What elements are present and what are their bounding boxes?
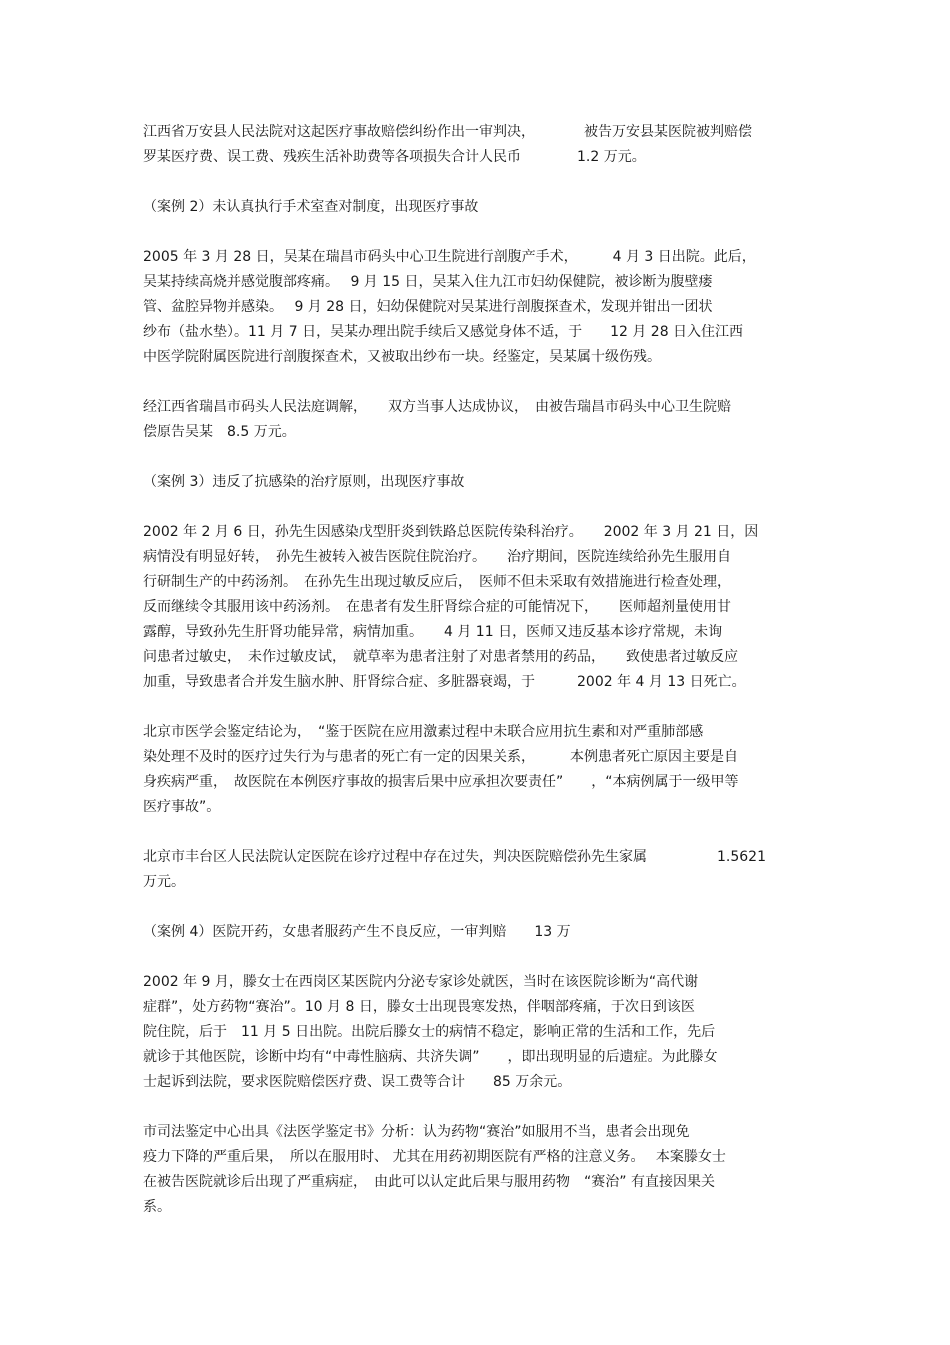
text-line: 吴某持续高烧并感觉腹部疼痛。 9 月 15 日，吴某入住九江市妇幼保健院，被诊断为腹壁瘘 bbox=[143, 274, 713, 290]
text-line: 染处理不及时的医疗过失行为与患者的死亡有一定的因果关系， 本例患者死亡原因主要是自 bbox=[143, 749, 738, 765]
text-line: 疫力下降的严重后果， 所以在服用时、 尤其在用药初期医院有严格的注意义务。 本案滕女士 bbox=[143, 1149, 726, 1165]
text-line: 万元。 bbox=[143, 874, 185, 890]
paragraph-case-4-appraisal bbox=[143, 1120, 813, 1220]
text-line: 纱布（盐水垫）。11 月 7 日，吴某办理出院手续后又感觉身体不适，于 12 月 28 日入住江西 bbox=[143, 324, 744, 340]
text-line: 露醇，导致孙先生肝肾功能异常，病情加重。 4 月 11 日，医师又违反基本诊疗常规，未询 bbox=[143, 624, 723, 640]
text-line: 病情没有明显好转， 孙先生被转入被告医院住院治疗。 治疗期间，医院连续给孙先生服用自 bbox=[143, 549, 731, 565]
text-line: 江西省万安县人民法院对这起医疗事故赔偿纠纷作出一审判决， 被告万安县某医院被判赔偿 bbox=[143, 124, 752, 140]
text-line: （案例 2）未认真执行手术室查对制度，出现医疗事故 bbox=[143, 199, 479, 215]
text-line: 行研制生产的中药汤剂。 在孙先生出现过敏反应后， 医师不但未采取有效措施进行检查处理， bbox=[143, 574, 731, 590]
case-2-heading bbox=[143, 195, 813, 220]
text-line: 医疗事故”。 bbox=[143, 799, 221, 815]
text-line: 2002 年 2 月 6 日，孙先生因感染戊型肝炎到铁路总医院传染科治疗。 2002 年 3 月 21 日，因 bbox=[143, 524, 759, 540]
text-line: 偿原告吴某 8.5 万元。 bbox=[143, 424, 296, 440]
text-line: 市司法鉴定中心出具《法医学鉴定书》分析：认为药物“赛治”如服用不当，患者会出现免 bbox=[143, 1124, 690, 1140]
paragraph-case-3-ruling bbox=[143, 845, 813, 895]
text-line: 2002 年 9 月，滕女士在西岗区某医院内分泌专家诊处就医，当时在该医院诊断为“高代谢 bbox=[143, 974, 699, 990]
text-line: 院住院，后于 11 月 5 日出院。出院后滕女士的病情不稳定，影响正常的生活和工作，先后 bbox=[143, 1024, 716, 1040]
text-line: 经江西省瑞昌市码头人民法庭调解， 双方当事人达成协议， 由被告瑞昌市码头中心卫生院赔 bbox=[143, 399, 731, 415]
text-line: （案例 4）医院开药，女患者服药产生不良反应，一审判赔 13 万 bbox=[143, 924, 571, 940]
text-line: 反而继续令其服用该中药汤剂。 在患者有发生肝肾综合症的可能情况下， 医师超剂量使用甘 bbox=[143, 599, 731, 615]
text-line: 士起诉到法院，要求医院赔偿医疗费、误工费等合计 85 万余元。 bbox=[143, 1074, 572, 1090]
text-line: 中医学院附属医院进行剖腹探查术，又被取出纱布一块。经鉴定，吴某属十级伤残。 bbox=[143, 349, 661, 365]
text-line: 加重，导致患者合并发生脑水肿、肝肾综合症、多脏器衰竭，于 2002 年 4 月 13 日死亡。 bbox=[143, 674, 746, 690]
case-3-heading bbox=[143, 470, 813, 495]
text-line: 症群”，处方药物“赛治”。10 月 8 日，滕女士出现畏寒发热，伴咽部疼痛，于次日到该医 bbox=[143, 999, 695, 1015]
text-line: 罗某医疗费、误工费、残疾生活补助费等各项损失合计人民币 1.2 万元。 bbox=[143, 149, 646, 165]
text-line: 问患者过敏史， 未作过敏皮试， 就草率为患者注射了对患者禁用的药品， 致使患者过敏反应 bbox=[143, 649, 738, 665]
text-line: 就诊于其他医院，诊断中均有“中毒性脑病、共济失调” ，即出现明显的后遗症。为此滕女 bbox=[143, 1049, 718, 1065]
document-body bbox=[143, 120, 813, 1245]
text-line: 系。 bbox=[143, 1199, 171, 1215]
paragraph-case-4-facts bbox=[143, 970, 813, 1095]
paragraph-case-3-appraisal bbox=[143, 720, 813, 820]
case-4-heading bbox=[143, 920, 813, 945]
paragraph-case-2-facts bbox=[143, 245, 813, 370]
text-line: （案例 3）违反了抗感染的治疗原则，出现医疗事故 bbox=[143, 474, 465, 490]
text-line: 管、盆腔异物并感染。 9 月 28 日，妇幼保健院对吴某进行剖腹探查术，发现并钳出一团状 bbox=[143, 299, 713, 315]
text-line: 在被告医院就诊后出现了严重病症， 由此可以认定此后果与服用药物 “赛治” 有直接因果关 bbox=[143, 1174, 715, 1190]
text-line: 身疾病严重， 故医院在本例医疗事故的损害后果中应承担次要责任” ，“本病例属于一级甲等 bbox=[143, 774, 739, 790]
paragraph-ruling-wanan bbox=[143, 120, 813, 170]
text-line: 2005 年 3 月 28 日，吴某在瑞昌市码头中心卫生院进行剖腹产手术， 4 月 3 日出院。此后， bbox=[143, 249, 756, 265]
text-line: 北京市丰台区人民法院认定医院在诊疗过程中存在过失，判决医院赔偿孙先生家属 1.5621 bbox=[143, 849, 766, 865]
text-line: 北京市医学会鉴定结论为， “鉴于医院在应用激素过程中未联合应用抗生素和对严重肺部感 bbox=[143, 724, 704, 740]
paragraph-case-3-facts bbox=[143, 520, 813, 695]
paragraph-case-2-mediation bbox=[143, 395, 813, 445]
